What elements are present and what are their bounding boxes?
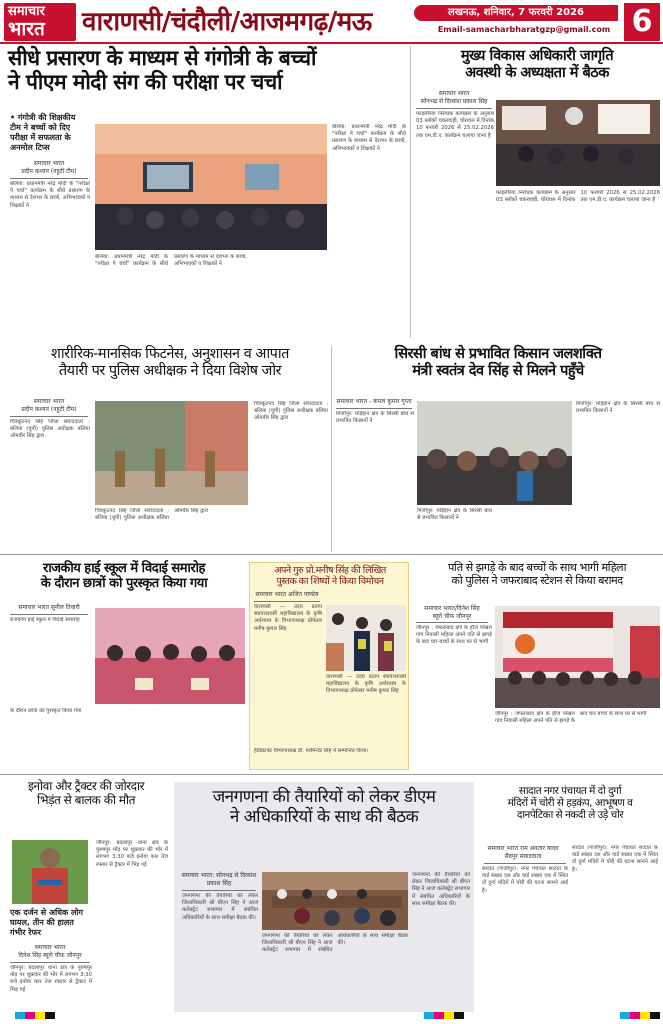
sirsi-side-text: मिर्जापुर: मड़िहान क्षेत्र के सिरसी बांध से प्रभावित किसानों ने [576, 401, 660, 415]
census-photo [262, 872, 408, 930]
temple-headline-line1: सादात नगर पंचायत में दो दुर्गा [518, 785, 622, 797]
cdo-photo [496, 100, 660, 186]
print-color-marks [15, 1012, 55, 1019]
newspaper-logo [4, 3, 76, 41]
cdo-headline [414, 48, 660, 81]
census-headline [178, 788, 470, 827]
book-photo [326, 605, 406, 671]
book-body-cont: वाराणसी --- उदय प्रताप स्वायत्तशासी महाविद्यालय के कृषि अर्थशास्त्र के विभागाध्यक्ष प्रोफेसर मनीष कुमार सिंह [326, 674, 406, 695]
police-photo [95, 401, 248, 505]
edition-title: वाराणसी/चंदौली/आजमगढ़/मऊ [82, 7, 372, 37]
woman-headline-line2: को पुलिस ने जफराबाद स्टेशन से किया बरामद [451, 573, 623, 587]
temple-headline-line3: दानपेटिका से नकदी ले उड़े चोर [516, 808, 624, 821]
census-body-cont: जनगणना की तैयारियों को लेकर जिलाधिकारी श्री बीएन सिंह ने आज कलेक्ट्रेट सभागार में संबंधित अधिकारियों के साथ समीक्षा बैठक की। [262, 933, 408, 954]
book-headline-line1: अपने गुरु प्रो.मनीष सिंह की लिखित [274, 565, 386, 576]
woman-photo [495, 606, 660, 708]
accident-headline [6, 780, 166, 808]
byline-org: समाचार भारत [33, 160, 65, 167]
temple-body-cont: सादात (गाजीपुर): नगर पंचायत सादात के वार्ड संख्या दस और वार्ड संख्या एक में स्थित दो दुर्गा मंदिरों में चोरी की घटना सामने आई है। [572, 845, 658, 873]
page-number: 6 [624, 3, 660, 41]
sirsi-photo [417, 401, 572, 505]
divider [10, 416, 88, 417]
farmers-protest-photo [417, 401, 572, 505]
gangotri-headline-line2: ने पीएम मोदी संग की परीक्षा पर चर्चा [8, 70, 283, 95]
contact-email: Email-samacharbharatgzp@gmail.com [430, 23, 618, 37]
temple-headline [480, 786, 660, 822]
logo-line2: भारत [8, 18, 45, 40]
byline-name: प्रदीप कश्यप (नहुटी टीम) [21, 406, 77, 413]
print-color-marks [620, 1012, 660, 1019]
school-body-cont: के दौरान छात्रों को पुरस्कृत किया गया [10, 708, 82, 714]
sirsi-body-cont: मिर्जापुर: मड़िहान क्षेत्र के सिरसी बांध से प्रभावित किसानों ने [417, 508, 492, 522]
woman-body-cont: जौनपुर : जफराबाद क्षेत्र के हौज पोखरा गांव निवासी महिला अपने पति से झगड़े के बाद चार बच्चों के साथ घर से भागी [495, 711, 647, 725]
gangotri-byline [8, 160, 90, 176]
logo-line1: समाचार [8, 4, 45, 19]
book-byline: समाचार भारत अजित पाण्डेय [255, 591, 319, 598]
book-footer: हैंडीक्राफ्ट विभागाध्यक्ष डॉ. परमिन्दर सिंह ने सम्मानित किया। [254, 748, 369, 754]
mission-shakti-photo [495, 606, 660, 708]
police-parade-photo [95, 401, 248, 505]
census-byline: समाचार भारत: सोनभद्र से दिव्यांश प्रकाश सिंह [181, 872, 257, 887]
police-side-text: चित्रकूटनंद सिंह जिला संवाददाता : बलिया (यूपी) पुलिस अधीक्षक बलिया ओमवीर सिंह द्वारा [254, 401, 328, 422]
cdo-headline-line1: मुख्य विकास अधिकारी जागृति [460, 48, 614, 64]
book-launch-photo [326, 605, 406, 671]
accident-headline-line2: भिड़ंत से बालक की मौत [37, 792, 135, 807]
cdo-body: फाइलेरिया निरोधक कार्यक्रम के अनुसार 03 ब्लॉकों चकरवाही, घोरावल में दिनांक 10 फरवरी 2026 से 25.02.2026 तक एम.डी.ए. कार्यक्रम चलाया जाना है [416, 111, 494, 139]
gangotri-side-text: बलिया: प्रधानमंत्री नरेंद्र मोदी के "परीक्षा पे चर्चा" कार्यक्रम के सीधे प्रसारण के माध्यम से देशभर के छात्रों, अभिभावकों व शिक्षकों ने [332, 124, 406, 152]
woman-headline [414, 562, 660, 588]
victim-boy-photo [12, 840, 88, 904]
divider [182, 890, 256, 891]
gangotri-highlight: • गंगोत्री की शिक्षकीय टीम ने बच्चों को दिए परीक्षा में सफलता के अनमोल टिप्स [10, 113, 76, 152]
accident-body-cont: जौनपुर: बदलापुर थाना क्षेत्र के पुरुषपुर मोड़ पर शुक्रवार की भोर में लगभग 3:30 बजे इनोवा कार तेज रफ्तार से ट्रैक्टर में भिड़ गई [96, 840, 168, 868]
police-body-cont: चित्रकूटनंद सिंह जिला संवाददाता : बलिया (यूपी) पुलिस अधीक्षक बलिया ओमवीर सिंह द्वारा [95, 508, 209, 522]
issue-date: लखनऊ, शनिवार, 7 फरवरी 2026 [414, 5, 618, 21]
byline-name: ब्यूरो चीफ जौनपुर [432, 613, 472, 620]
cdo-headline-line2: अवस्थी के अध्यक्षता में बैठक [465, 64, 609, 81]
meeting-photo [496, 100, 660, 186]
census-headline-line2: ने अधिकारियों के साथ की बैठक [229, 806, 419, 827]
police-headline [20, 346, 320, 379]
byline-name: प्रदीप कश्यप (नहुटी टीम) [21, 168, 77, 175]
divider [484, 863, 566, 864]
byline-org: समाचार भारत राम अवतार यादव [487, 845, 559, 852]
woman-byline [414, 605, 490, 621]
divider [10, 178, 88, 179]
police-headline-line2: तैयारी पर पुलिस अधीक्षक ने दिया विशेष जोर [58, 362, 282, 379]
divider [254, 601, 320, 602]
police-headline-line1: शारीरिक-मानसिक फिटनेस, अनुशासन व आपात [51, 346, 289, 362]
sirsi-byline: समाचार भारत - कमल कुमार गुप्ता [336, 398, 412, 405]
byline-org: समाचार भारत [438, 90, 470, 97]
book-body: वाराणसी --- उदय प्रताप स्वायत्तशासी महाविद्यालय के कृषि अर्थशास्त्र के विभागाध्यक्ष प्रोफेसर मनीष कुमार सिंह [254, 604, 322, 632]
gangotri-body-cont: बलिया: प्रधानमंत्री नरेंद्र मोदी के "परीक्षा पे चर्चा" कार्यक्रम के सीधे प्रसारण के माध्यम से देशभर के छात्रों, अभिभावकों व शिक्षकों ने [95, 254, 247, 268]
gangotri-photo [95, 124, 327, 250]
divider [336, 408, 412, 409]
accident-caption: एक दर्जन से अधिक लोग घायल, तीन की हालत गंभीर रेफर [10, 908, 83, 937]
byline-org: समाचार भारत [34, 944, 66, 951]
section-divider [0, 554, 663, 555]
census-headline-line1: जनगणना की तैयारियों को लेकर डीएम [212, 787, 436, 807]
classroom-photo [95, 124, 327, 250]
book-headline-line2: पुस्तक का शिष्यों ने किया विमोचन [276, 575, 384, 587]
book-headline [252, 566, 408, 588]
students-award-photo [95, 608, 245, 704]
census-body: जनगणना की तैयारियों को लेकर जिलाधिकारी श्री बीएन सिंह ने आज कलेक्ट्रेट सभागार में संबंधित अधिकारियों के साथ समीक्षा बैठक की। [182, 893, 258, 921]
cdo-body-cont: फाइलेरिया निरोधक कार्यक्रम के अनुसार 03 ब्लॉकों चकरवाही, घोरावल में दिनांक 10 फरवरी 2026 से 25.02.2026 तक एम.डी.ए. कार्यक्रम चलाया जाना है [496, 190, 660, 204]
print-color-marks [424, 1012, 464, 1019]
school-body: राजकीय हाई स्कूल में विदाई समारोह [10, 617, 80, 623]
divider [10, 962, 90, 963]
temple-body: सादात (गाजीपुर): नगर पंचायत सादात के वार्ड संख्या दस और वार्ड संख्या एक में स्थित दो दुर्गा मंदिरों में चोरी की घटना सामने आई है। [482, 866, 568, 894]
school-headline-line1: राजकीय हाई स्कूल में विदाई समारोह [43, 561, 205, 576]
temple-headline-line2: मंदिरों में चोरी से हड़कंप, आभूषण व [507, 796, 633, 809]
divider [416, 108, 492, 109]
school-photo [95, 608, 245, 704]
sirsi-headline-line1: सिरसी बांध से प्रभावित किसान जलशक्ति [394, 346, 602, 362]
date-band [414, 5, 618, 39]
divider [416, 622, 488, 623]
gangotri-headline [8, 46, 408, 94]
accident-photo [12, 840, 88, 904]
byline-org: समाचार भारत/दिनेश सिंह [424, 605, 480, 612]
gangotri-body: बलिया: प्रधानमंत्री नरेंद्र मोदी के "परीक्षा पे चर्चा" कार्यक्रम के सीधे प्रसारण के माध्यम से देशभर के छात्रों, अभिभावकों व शिक्षकों ने [10, 181, 90, 209]
school-headline-line2: के दौरान छात्रों को पुरस्कृत किया गया [40, 575, 208, 591]
divider [10, 614, 88, 615]
police-byline [8, 398, 90, 414]
accident-byline [8, 944, 92, 960]
cdo-byline [414, 90, 494, 106]
gangotri-headline-line1: सीधे प्रसारण के माध्यम से गंगोत्री के बच्चों [8, 46, 316, 70]
temple-byline [480, 845, 566, 861]
sirsi-headline-line2: मंत्री स्वतंत्र देव सिंह से मिलने पहुँचे [412, 362, 584, 379]
school-headline [6, 562, 242, 592]
column-divider [331, 346, 332, 552]
accident-headline-line1: इनोवा और ट्रैक्टर की जोरदार [27, 779, 145, 793]
census-side-text: जनगणना की तैयारियों को लेकर जिलाधिकारी श्री बीएन सिंह ने आज कलेक्ट्रेट सभागार में संबंधित अधिकारियों के साथ समीक्षा बैठक की। [412, 872, 470, 907]
sirsi-body: मिर्जापुर: मड़िहान क्षेत्र के सिरसी बांध से प्रभावित किसानों ने [336, 411, 414, 425]
school-byline: समाचार भारत सुनील तिवारी [18, 604, 80, 611]
police-body: चित्रकूटनंद सिंह जिला संवाददाता : बलिया (यूपी) पुलिस अधीक्षक बलिया ओमवीर सिंह द्वारा [10, 419, 90, 440]
census-meeting-photo [262, 872, 408, 930]
byline-name: सोनभद्र से दिव्यांश प्रकाश सिंह [420, 98, 488, 105]
accident-body: जौनपुर: बदलापुर थाना क्षेत्र के पुरुषपुर मोड़ पर शुक्रवार की भोर में लगभग 3:30 बजे इनोवा कार तेज रफ्तार से ट्रैक्टर में भिड़ गई [10, 965, 92, 993]
byline-name: दिनेश सिंह ब्यूरो चीफ जौनपुर [18, 952, 82, 959]
woman-body: जौनपुर : जफराबाद क्षेत्र के हौज पोखरा गांव निवासी महिला अपने पति से झगड़े के बाद चार बच्चों के साथ घर से भागी [416, 625, 492, 646]
section-divider [0, 774, 663, 775]
sirsi-headline [336, 346, 660, 379]
woman-headline-line1: पति से झगड़े के बाद बच्चों के साथ भागी महिला [447, 561, 627, 574]
byline-name: सैदपुर संवाददाता [504, 853, 542, 860]
byline-org: समाचार भारत [33, 398, 65, 405]
column-divider [410, 46, 411, 338]
masthead [0, 0, 663, 44]
